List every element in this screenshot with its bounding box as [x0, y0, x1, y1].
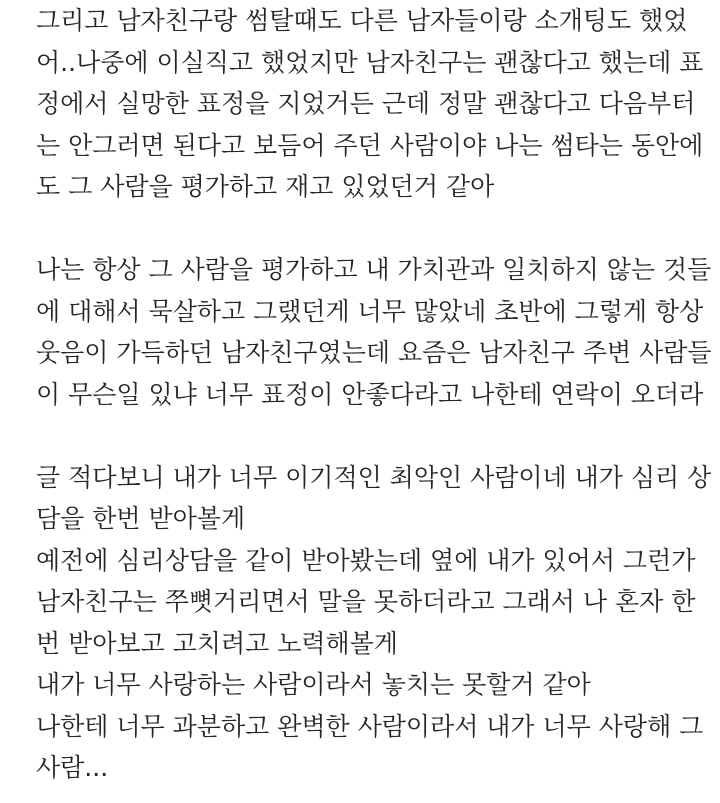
- paragraph-gap: [36, 415, 720, 457]
- paragraph-3: [36, 457, 720, 789]
- text-line: 웃음이 가득하던 남자친구였는데 요즘은 남자친구 주변 사람들: [36, 338, 712, 367]
- paragraph-gap: [36, 208, 720, 250]
- paragraph-1: [36, 0, 720, 208]
- text-line: 그리고 남자친구랑 썸탈때도 다른 남자들이랑 소개팅도 했었: [36, 6, 688, 35]
- text-line: 담을 한번 받아볼게: [36, 504, 246, 533]
- text-line: 도 그 사람을 평가하고 재고 있었던거 같아: [36, 172, 495, 201]
- text-line: 이 무슨일 있냐 너무 표정이 안좋다라고 나한테 연락이 오더라: [36, 379, 704, 409]
- text-line: 예전에 심리상담을 같이 받아봤는데 옆에 내가 있어서 그런가: [36, 545, 696, 575]
- text-line: 에 대해서 묵살하고 그랬던게 너무 많았네 초반에 그렇게 항상: [36, 296, 704, 326]
- text-line: 남자친구는 쭈뼛거리면서 말을 못하더라고 그래서 나 혼자 한: [36, 587, 696, 616]
- text-line: 번 받아보고 고치려고 노력해볼게: [36, 628, 398, 658]
- text-line: 정에서 실망한 표정을 지었거든 근데 정말 괜찮다고 다음부터: [36, 89, 696, 118]
- text-line: 는 안그러면 된다고 보듬어 주던 사람이야 나는 썸타는 동안에: [36, 130, 704, 160]
- post-body: [36, 0, 720, 789]
- text-line: 나는 항상 그 사람을 평가하고 내 가치관과 일치하지 않는 것들: [36, 255, 712, 284]
- paragraph-2: [36, 249, 720, 415]
- text-line: 글 적다보니 내가 너무 이기적인 최악인 사람이네 내가 심리 상: [36, 462, 712, 492]
- text-line: 사람...: [36, 753, 109, 782]
- text-line: 어..나중에 이실직고 했었지만 남자친구는 괜찮다고 했는데 표: [36, 47, 704, 77]
- text-line: 내가 너무 사랑하는 사람이라서 놓치는 못할거 같아: [36, 670, 591, 699]
- text-line: 나한테 너무 과분하고 완벽한 사람이라서 내가 너무 사랑해 그: [36, 711, 704, 741]
